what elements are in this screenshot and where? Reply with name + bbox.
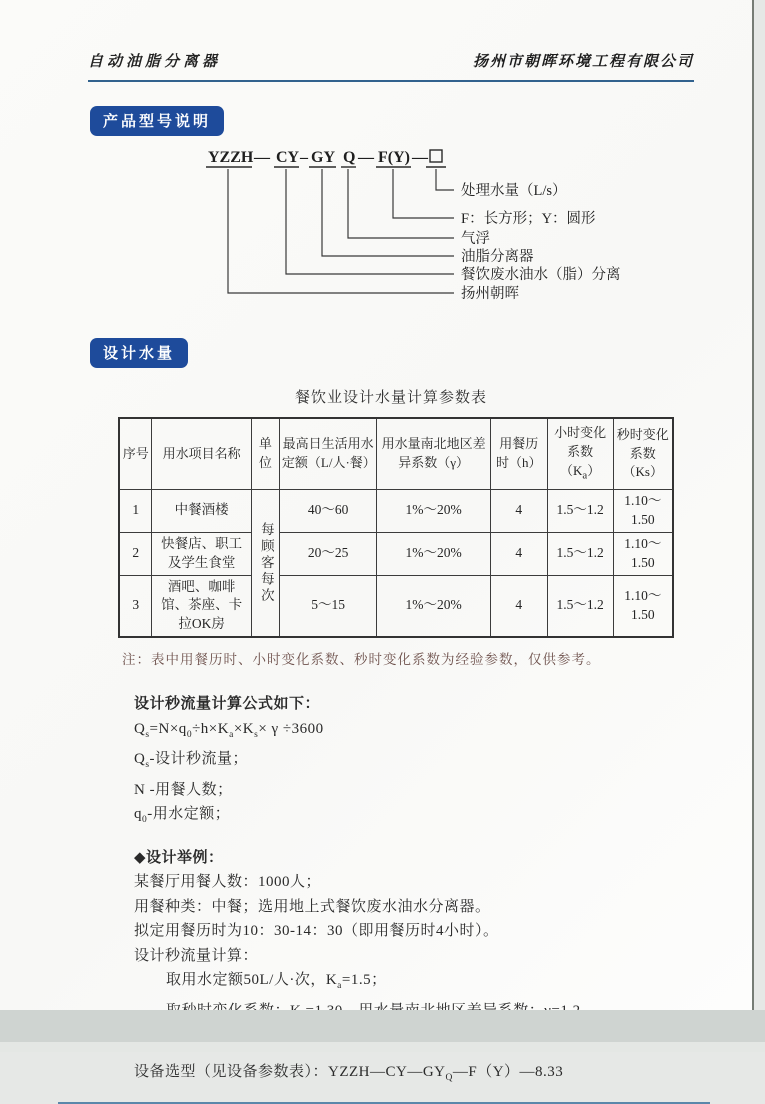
model-dash: — [358,149,374,166]
model-part-gy: GY [311,149,335,166]
col-header-region-coef: 用水量南北地区差异系数（γ） [377,418,490,489]
section-badge-model: 产品型号说明 [90,106,224,136]
doc-title: 自动油脂分离器 [88,54,222,70]
scan-bottom-strip [0,1042,765,1052]
cell-index: 3 [119,575,152,637]
section-badge-design: 设计水量 [90,338,188,368]
cell-region-coef: 1%～20% [377,575,490,637]
page-header [88,50,694,82]
formula-line: $q_0-$用水定额； [134,806,231,826]
cell-index: 2 [119,532,152,575]
example-line: 某餐厅用餐人数：1000人； [134,874,322,891]
scan-bottom-band [0,1010,765,1042]
table-row [119,575,673,637]
col-header-unit: 单位 [251,418,279,489]
cell-unit-merged: 每顾客每次 [251,489,279,637]
formula-section [134,692,694,833]
cell-duration: 4 [490,575,547,637]
col-header-index: 序号 [119,418,152,489]
company-name: 扬州市朝晖环境工程有限公司 [472,54,694,70]
model-part-cy: CY [276,149,300,166]
cell-quota: 20～25 [279,532,377,575]
callout-label-separator: 油脂分离器 [461,249,534,265]
cell-region-coef: 1%～20% [377,532,490,575]
table-row [119,489,673,532]
col-header-second-coef: 秒时变化系数（Ks） [613,418,673,489]
cell-duration: 4 [490,489,547,532]
callout-label-capacity: 处理水量（L/s） [461,183,567,199]
model-part-q: Q [343,149,356,166]
table-row [119,532,673,575]
formula-line: $Q_s-$设计秒流量； [134,751,249,771]
example-line: 设备选型（见设备参数表）：$YZZH—CY—GY_Q—F(Y)—8.33$ [134,1063,564,1083]
table-note: 注：表中用餐历时、小时变化系数、秒时变化系数为经验参数，仅供参考。 [122,652,601,668]
cell-quota: 5～15 [279,575,377,637]
model-dash: — [412,149,428,166]
callout-label-brand: 扬州朝晖 [461,286,519,302]
model-blank-box [430,150,442,162]
cell-hour-coef: 1.5～1.2 [547,575,613,637]
formula-title: 设计秒流量计算公式如下： [134,696,321,713]
cell-project: 中餐酒楼 [152,489,252,532]
cell-second-coef: 1.10～1.50 [613,532,673,575]
design-water-table [118,417,674,638]
example-line: 拟定用餐历时为10：30-14：30（即用餐历时4小时）。 [134,923,499,940]
col-header-hour-coef: 小时变化系数$(K_a)$ [547,418,613,489]
cell-second-coef: 1.10～1.50 [613,575,673,637]
callout-label-wastewater: 餐饮废水油水（脂）分离 [461,267,621,283]
model-part-yzzh: YZZH [208,149,254,166]
model-diagram-svg [192,144,662,306]
cell-region-coef: 1%～20% [377,489,490,532]
cell-index: 1 [119,489,152,532]
callout-label-airflotation: 气浮 [461,231,490,247]
callout-label-shape: F：长方形；Y：圆形 [461,211,596,227]
callout-line [322,169,454,256]
cell-quota: 40～60 [279,489,377,532]
model-part-fy: F(Y) [378,149,410,166]
cell-project: 酒吧、咖啡馆、茶座、卡拉OK房 [152,575,252,637]
col-header-project: 用水项目名称 [152,418,252,489]
cell-duration: 4 [490,532,547,575]
cell-project: 快餐店、职工及学生食堂 [152,532,252,575]
model-code-diagram [192,144,694,306]
example-line: 用餐种类：中餐；选用地上式餐饮废水油水分离器。 [134,898,491,915]
table-header-row [119,418,673,489]
example-section [134,846,694,1091]
callout-line [348,169,454,238]
callout-line [436,169,454,190]
example-title: ◆设计举例： [134,849,224,866]
formula-line: $Q_s=N\times q_0\div h\times K_a\times K_s\times \gamma \div 3600$ [134,720,324,740]
col-header-quota: 最高日生活用水定额（L/人·餐） [279,418,377,489]
example-line: 取用水定额50L/人·次，$K_a=1.5$； [166,972,387,992]
col-header-duration: 用餐历时（h） [490,418,547,489]
cell-hour-coef: 1.5～1.2 [547,489,613,532]
cell-second-coef: 1.10～1.50 [613,489,673,532]
callout-line [286,169,454,274]
model-dash: – [300,149,308,166]
cell-hour-coef: 1.5～1.2 [547,532,613,575]
callout-line [393,169,454,218]
model-dash: — [254,149,270,166]
example-line: 设计秒流量计算： [134,947,259,964]
table-title: 餐饮业设计水量计算参数表 [294,390,487,406]
formula-line: N -用餐人数； [134,781,233,798]
